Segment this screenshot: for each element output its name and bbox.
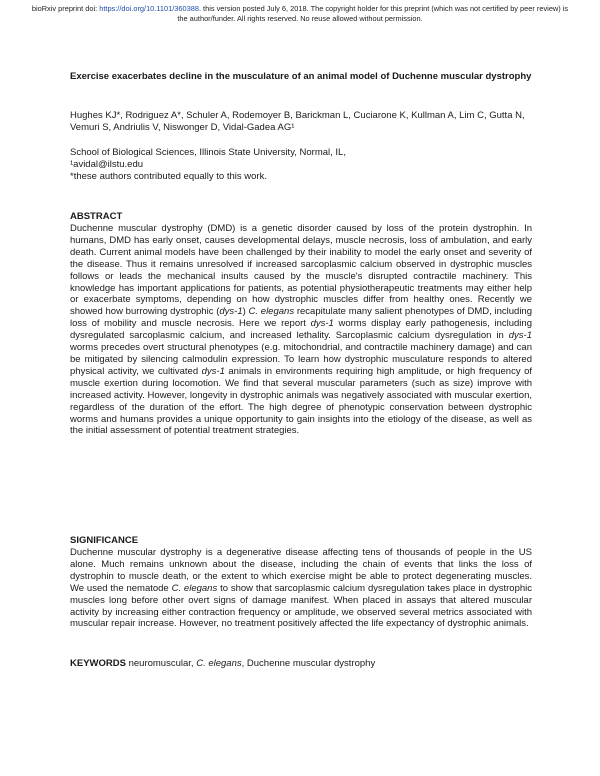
abstract-text-part: recapitulate many salient phenotypes of DMD, including loss of mobility and muscle necrosis. Here we report — [70, 306, 532, 330]
keywords-line — [70, 658, 532, 670]
abstract-text-part: animals in environments requiring high amplitude, or high frequency of muscle exertion during locomotion. We find that several muscular parameters (such as size) improve with increased activity. However, longevity in dystrophic animals was negatively associated with muscular exertion, regardless of the duration of the effort. The high degree of phenotypic conservation between dystrophic worms and humans provides a unique opportunity to gain insights into the etiology of the disease, as well as the initial assessment of potential treatment strategies. — [70, 365, 533, 437]
abstract-section — [70, 211, 532, 437]
doi-link[interactable]: https://doi.org/10.1101/360388 — [99, 4, 199, 13]
significance-heading: SIGNIFICANCE — [70, 535, 139, 546]
significance-text-part: to show that sarcoplasmic calcium dysregulation takes place in dystrophic muscles long before other overt signs of damage manifest. When placed in assays that altered muscular activity by increasing either contraction frequency or amplitude, we observed several metrics associated with muscular repair increase. However, no treatment positively affected the life expectancy of dystrophic animals. — [70, 582, 532, 630]
author-list: Hughes KJ*, Rodriguez A*, Schuler A, Rodemoyer B, Barickman L, Cuciarone K, Kullman A, Lim C, Gutta N, Vemuri S, Andriulis V, Niswonger D, Vidal-Gadea AG¹ — [70, 110, 525, 133]
institution: School of Biological Sciences, Illinois State University, Normal, IL, — [70, 147, 346, 158]
significance-section — [70, 535, 532, 630]
gene-name: dys-1 — [508, 330, 532, 342]
abstract-text-part: worms precedes overt structural phenotypes (e.g. mitochondrial, and contractile machinery damage) and can be mitigated by silencing calmodulin expression. To learn how dystrophic musculature responds to altered physical activity, we cultivated — [70, 342, 532, 377]
gene-name: dys-1 — [219, 306, 243, 318]
keyword-species: C. elegans — [196, 658, 242, 669]
abstract-text — [70, 223, 532, 437]
paper-title: Exercise exacerbates decline in the musculature of an animal model of Duchenne muscular dystrophy — [70, 71, 532, 82]
abstract-text-part: ) — [242, 306, 249, 318]
significance-text — [70, 547, 532, 630]
keyword-text: , Duchenne muscular dystrophy — [241, 658, 376, 669]
keywords-label: KEYWORDS — [70, 658, 126, 669]
abstract-text-part: worms display early pathogenesis, including dysregulated sarcoplasmic calcium, and increased lethality. Sarcoplasmic calcium dysregulation in — [70, 318, 532, 342]
abstract-heading: ABSTRACT — [70, 211, 123, 222]
species-name: C. elegans — [171, 582, 218, 594]
species-name: C. elegans — [248, 306, 295, 318]
corresponding-email: ¹avidal@ilstu.edu — [70, 159, 144, 170]
gene-name: dys-1 — [310, 318, 334, 330]
abstract-text-part: Duchenne muscular dystrophy (DMD) is a genetic disorder caused by loss of the protein dystrophin. In humans, DMD has early onset, causes developmental delays, muscle necrosis, loss of ambulation, and early death. Current animal models have been challenged by their inability to model the early onset and severity of the disease. Thus it remains unresolved if increased sarcoplasmic calcium observed in dystrophic muscles follows or leads the mechanical insults caused by the muscle's disrupted contractile machinery. This knowledge has important applications for patients, as potential physiotherapeutic treatments may either help or exacerbate symptoms, depending on how dystrophic muscles differ from healthy ones. Recently we showed how burrowing dystrophic ( — [70, 223, 532, 318]
preprint-notice — [30, 4, 570, 23]
affiliation-block — [70, 147, 532, 183]
preprint-notice-suffix: . this version posted July 6, 2018. The copyright holder for this preprint (which was not certified by peer review) is the author/funder. All rights reserved. No reuse allowed without permission. — [177, 4, 569, 23]
keyword-text: neuromuscular, — [125, 658, 197, 669]
gene-name: dys-1 — [201, 365, 225, 377]
equal-contribution-note: *these authors contributed equally to this work. — [70, 171, 267, 182]
preprint-notice-prefix: bioRxiv preprint doi: — [31, 4, 100, 13]
significance-text-part: Duchenne muscular dystrophy is a degenerative disease affecting tens of thousands of people in the US alone. Much remains unknown about the disease, including the chain of events that links the loss of dystrophin to muscle death, or the extent to which exercise might be able to protect degenerating muscles. We used the nematode — [70, 547, 532, 594]
